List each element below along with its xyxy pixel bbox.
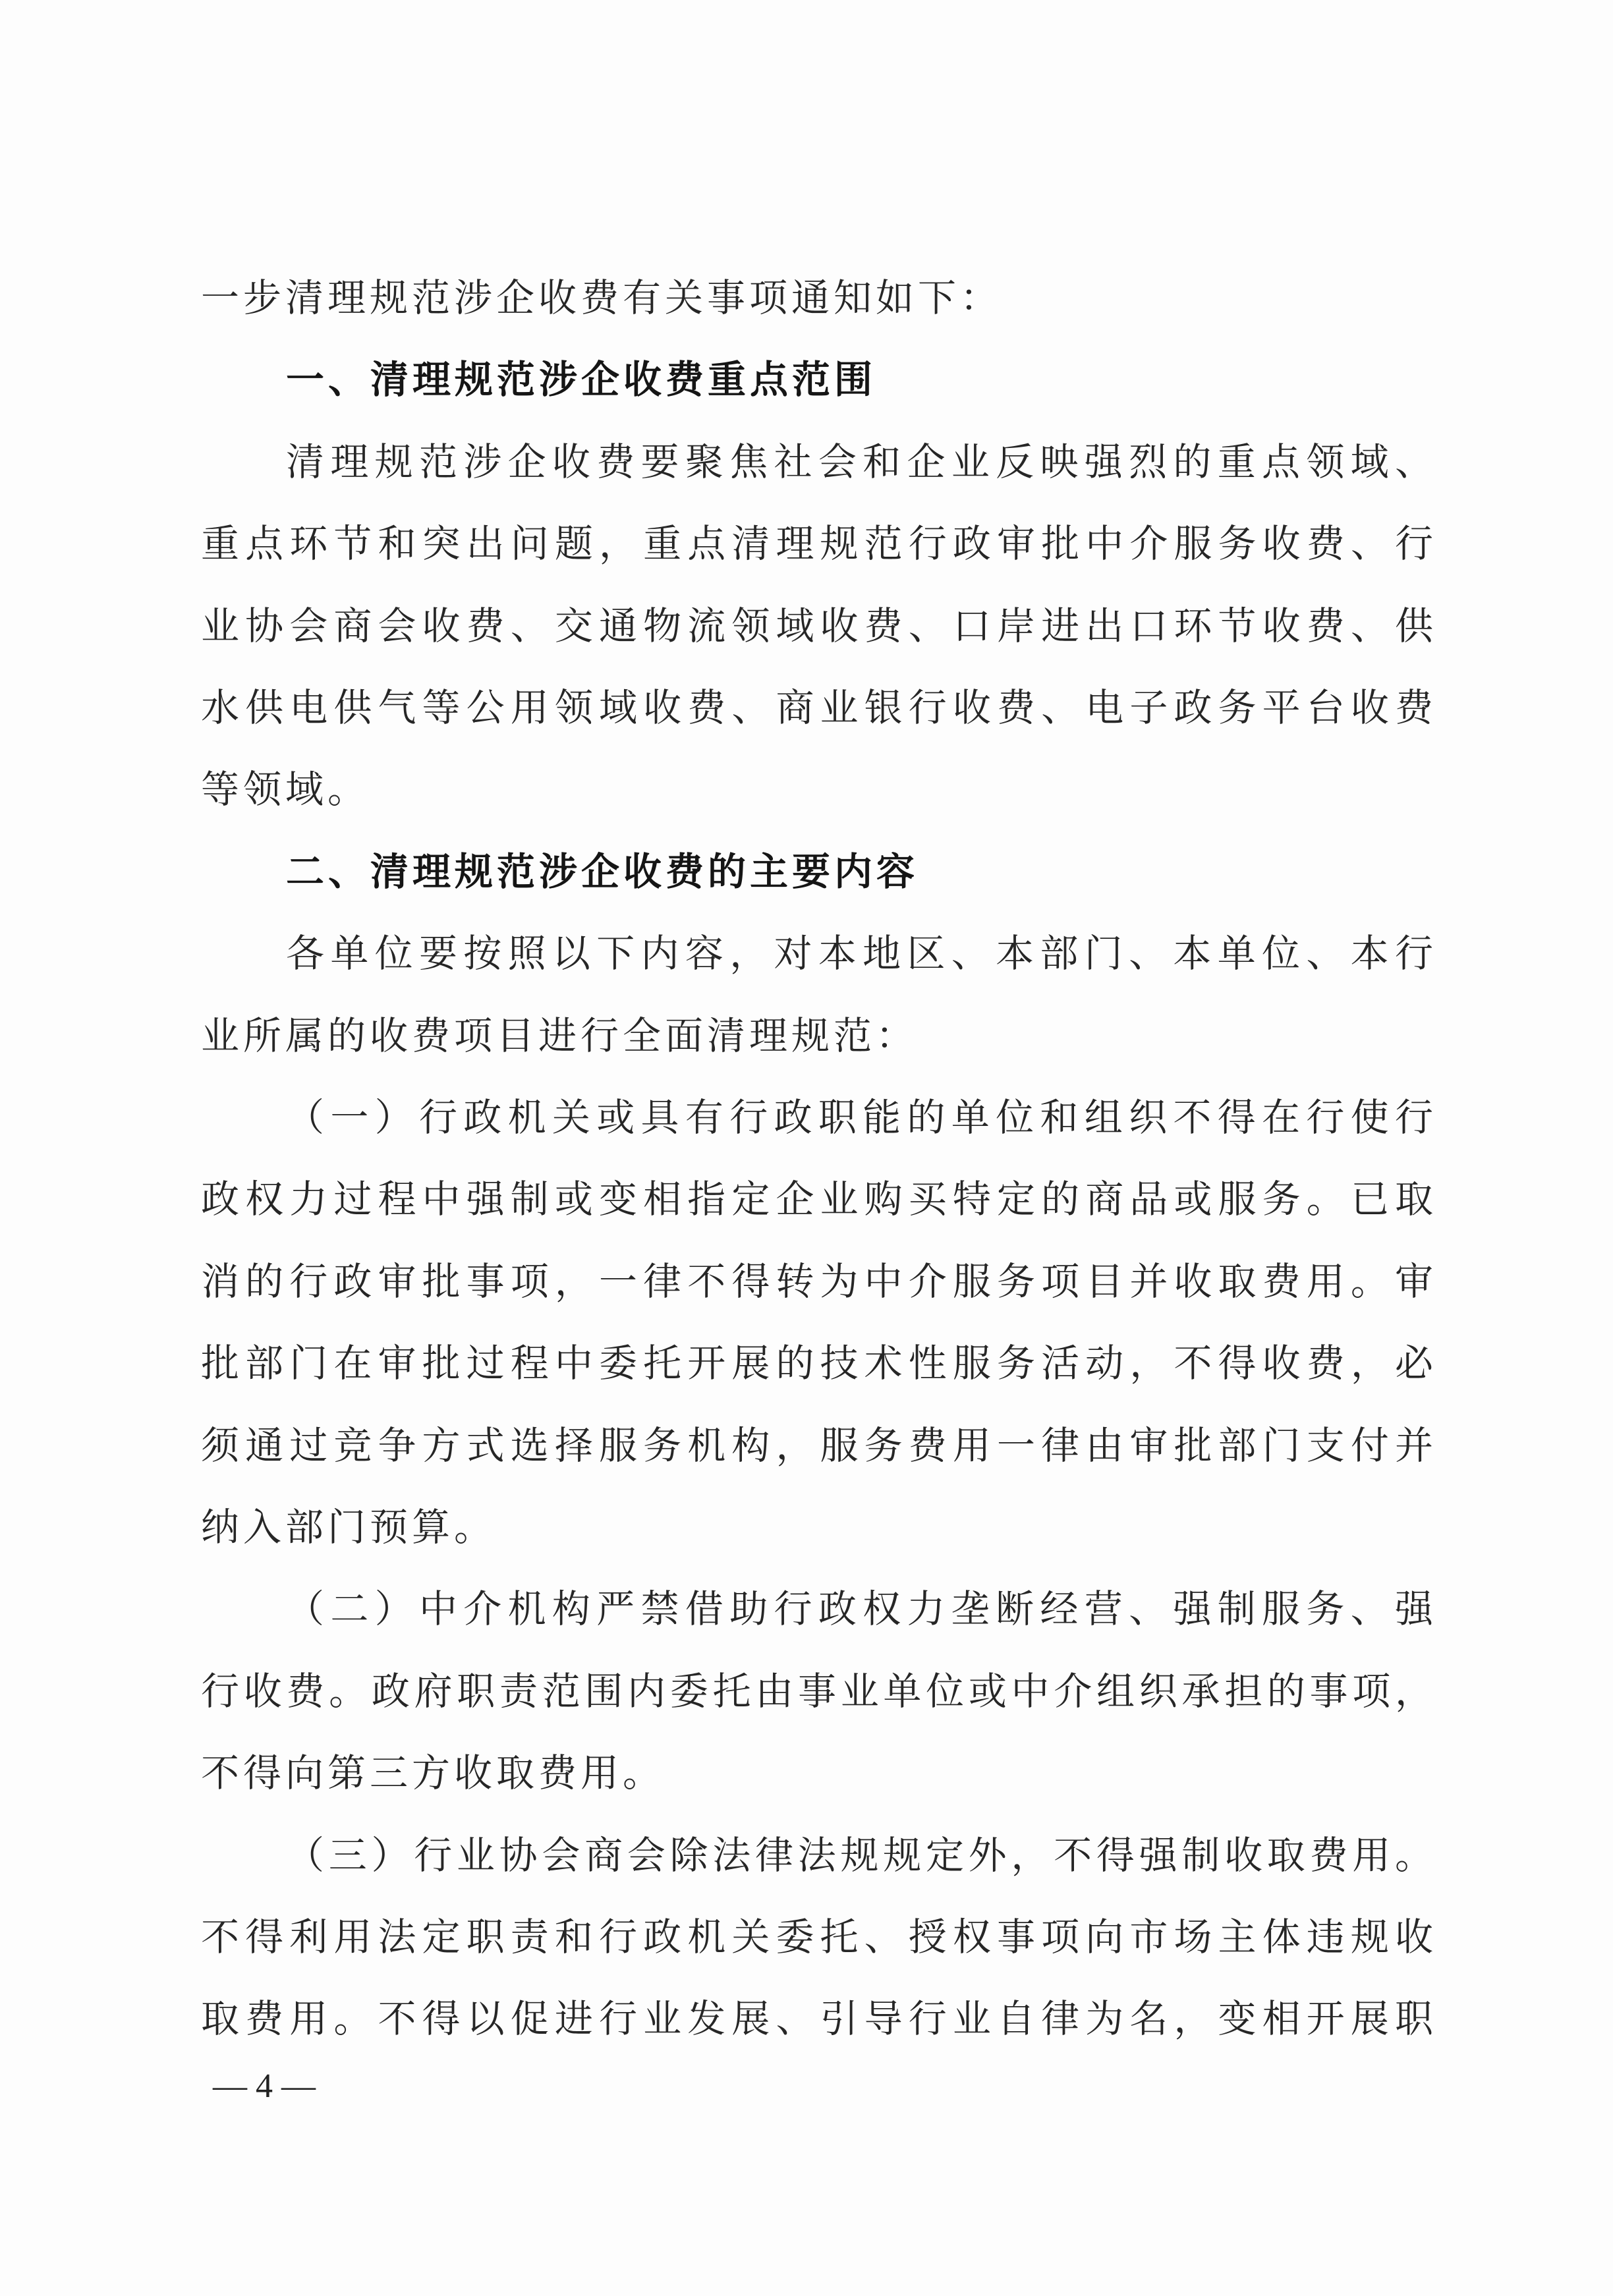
text-line: 取费用。不得以促进行业发展、引导行业自律为名，变相开展职: [201, 1996, 1433, 2041]
text-line: 政权力过程中强制或变相指定企业购买特定的商品或服务。已取: [201, 1177, 1433, 1221]
text-line: 纳入部门预算。: [201, 1505, 497, 1550]
text-line: （三）行业协会商会除法律法规规定外，不得强制收取费用。: [286, 1833, 1433, 1878]
text-line: 业协会商会收费、交通物流领域收费、口岸进出口环节收费、供: [201, 603, 1433, 648]
text-line: 不得向第三方收取费用。: [201, 1750, 665, 1795]
text-line: 各单位要按照以下内容，对本地区、本部门、本单位、本行: [286, 931, 1433, 976]
text-line: 重点环节和突出问题，重点清理规范行政审批中介服务收费、行: [201, 521, 1433, 566]
text-line: 不得利用法定职责和行政机关委托、授权事项向市场主体违规收: [201, 1915, 1433, 1959]
text-line: 消的行政审批事项，一律不得转为中介服务项目并收取费用。审: [201, 1259, 1433, 1304]
text-line: 一步清理规范涉企收费有关事项通知如下：: [201, 275, 1003, 320]
section-heading: 一、清理规范涉企收费重点范围: [286, 357, 877, 402]
text-line: 清理规范涉企收费要聚焦社会和企业反映强烈的重点领域、: [286, 439, 1433, 484]
section-heading: 二、清理规范涉企收费的主要内容: [286, 849, 919, 894]
text-line: 水供电供气等公用领域收费、商业银行收费、电子政务平台收费: [201, 685, 1433, 730]
text-line: 批部门在审批过程中委托开展的技术性服务活动，不得收费，必: [201, 1341, 1433, 1386]
text-line: 业所属的收费项目进行全面清理规范：: [201, 1013, 919, 1058]
page-number: — 4 —: [213, 2067, 316, 2105]
text-line: 须通过竞争方式选择服务机构，服务费用一律由审批部门支付并: [201, 1423, 1433, 1468]
text-line: 等领域。: [201, 767, 370, 812]
text-line: （二）中介机构严禁借助行政权力垄断经营、强制服务、强: [286, 1586, 1433, 1631]
text-line: 行收费。政府职责范围内委托由事业单位或中介组织承担的事项，: [201, 1669, 1433, 1714]
text-line: （一）行政机关或具有行政职能的单位和组织不得在行使行: [286, 1095, 1433, 1140]
